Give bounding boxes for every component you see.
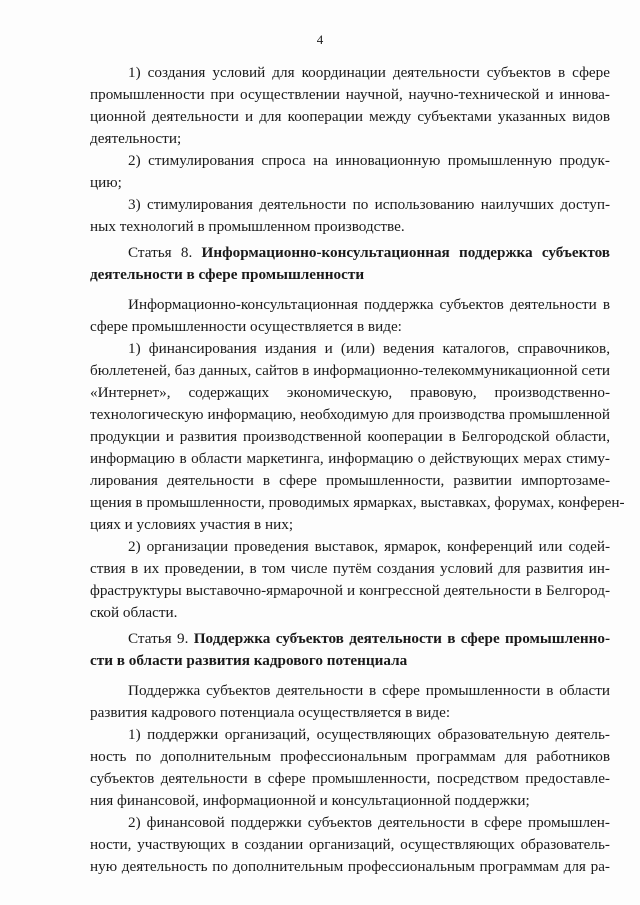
list-tail-text-line: ционной деятельности и для кооперации между субъектами указанных видов — [90, 108, 610, 125]
article8-text-line: 2) организации проведения выставок, ярмарок, конференций или содей- — [128, 538, 610, 555]
article8-text-line: фраструктуры выставочно-ярмарочной и конгрессной деятельности в Белгород- — [90, 582, 610, 599]
article9-text-line: ность по дополнительным профессиональным программам для работников — [90, 748, 610, 765]
article8-text-line: 1) финансирования издания и (или) ведения каталогов, справочников, — [128, 340, 610, 357]
list-tail-text-line: 3) стимулирования деятельности по использованию наилучших доступ- — [128, 196, 610, 213]
article-8-heading-line-2: деятельности в сфере промышленности — [90, 266, 365, 283]
article8-text-line: «Интернет», содержащих экономическую, правовую, производственно- — [90, 384, 610, 401]
page-number: 4 — [316, 32, 324, 47]
list-tail-text-line: 1) создания условий для координации деятельности субъектов в сфере — [128, 64, 610, 81]
article9-text-line: развития кадрового потенциала осуществляется в виде: — [90, 704, 451, 721]
list-tail-text-line: 2) стимулирования спроса на инновационную промышленную продук- — [128, 152, 610, 169]
list-tail-text-line: промышленности при осуществлении научной, научно-технической и иннова- — [90, 86, 610, 103]
article8-text-line: информацию в области маркетинга, информацию о действующих мерах стиму- — [90, 450, 610, 467]
list-tail-text-line: цию; — [90, 174, 122, 191]
article-9-heading-line-1 — [90, 628, 610, 650]
article8-text-line: щения в промышленности, проводимых ярмарках, выставках, форумах, конферен- — [90, 494, 625, 511]
article9-text-line: 2) финансовой поддержки субъектов деятельности в сфере промышлен- — [128, 814, 610, 831]
article8-text-line: технологическую информацию, необходимую для производства промышленной — [90, 406, 610, 423]
list-tail-text-line: ных технологий в промышленном производстве. — [90, 218, 405, 235]
article9-text-line: ности, участвующих в создании организаций, осуществляющих образователь- — [90, 836, 610, 853]
article8-text-line: бюллетеней, баз данных, сайтов в информационно-телекоммуникационной сети — [90, 362, 610, 379]
article-9-label: Статья 9. — [128, 630, 189, 647]
article8-text-line: лирования деятельности в сфере промышленности, развитии импортозаме- — [90, 472, 610, 489]
article-8-label: Статья 8. — [128, 244, 193, 261]
article-9-title-part-1: Поддержка субъектов деятельности в сфере промышленно- — [193, 630, 611, 647]
article8-text-line: продукции и развития производственной кооперации в Белгородской области, — [90, 428, 610, 445]
article9-text-line: ния финансовой, информационной и консультационной поддержки; — [90, 792, 530, 809]
article-8-title-part-1: Информационно-консультационная поддержка субъектов — [201, 244, 611, 261]
article9-text-line: субъектов деятельности в сфере промышленности, посредством предоставле- — [90, 770, 610, 787]
article-9-heading-line-2: сти в области развития кадрового потенциала — [90, 652, 408, 669]
article9-text-line: Поддержка субъектов деятельности в сфере промышленности в области — [128, 682, 610, 699]
article9-text-line: ную деятельность по дополнительным профессиональным программам для ра- — [90, 858, 610, 875]
article8-text-line: циях и условиях участия в них; — [90, 516, 294, 533]
article8-text-line: ствия в их проведении, в том числе путём создания условий для развития ин- — [90, 560, 610, 577]
article-8-heading-line-1 — [90, 242, 610, 264]
article8-text-line: сфере промышленности осуществляется в виде: — [90, 318, 402, 335]
list-tail-text-line: деятельности; — [90, 130, 182, 147]
article8-text-line: ской области. — [90, 604, 178, 621]
article8-text-line: Информационно-консультационная поддержка субъектов деятельности в — [128, 296, 610, 313]
article9-text-line: 1) поддержки организаций, осуществляющих образовательную деятель- — [128, 726, 610, 743]
